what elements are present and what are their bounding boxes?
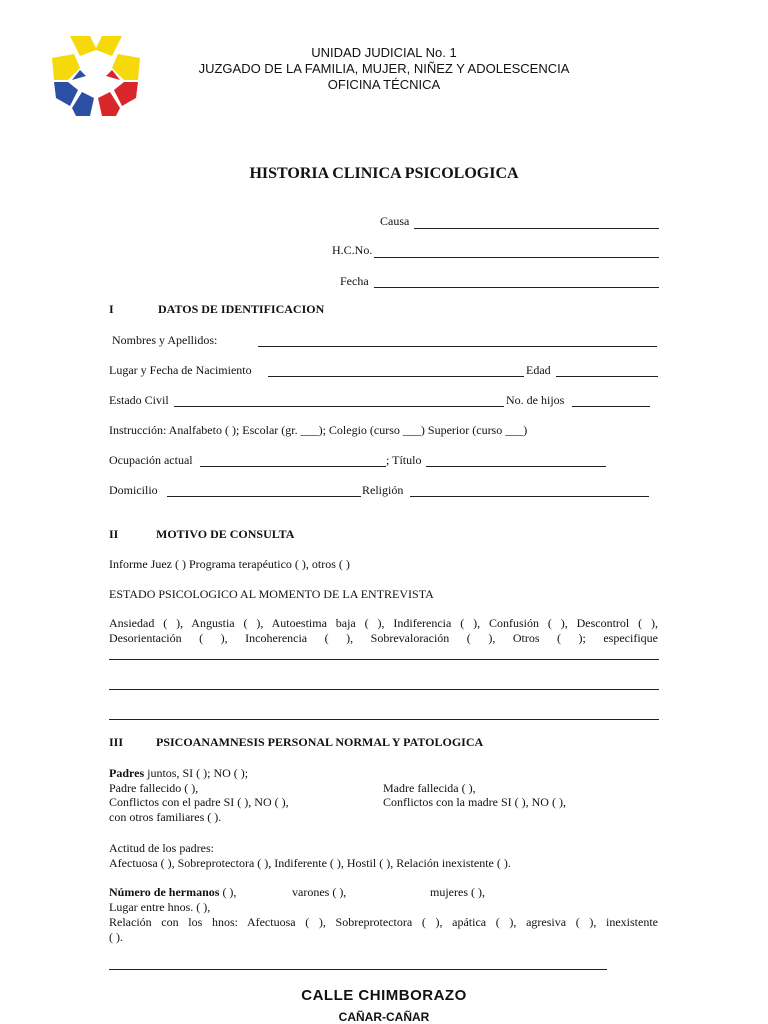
no-hijos-label: No. de hijos bbox=[506, 393, 565, 407]
hc-no-label: H.C.No. bbox=[332, 243, 373, 257]
estado-options-line1: Ansiedad ( ), Angustia ( ), Autoestima baja ( ), Indiferencia ( ), Confusión ( ), Descontrol ( ), bbox=[109, 616, 658, 630]
section1-number: I bbox=[109, 302, 114, 316]
actitud-padres-options: Afectuosa ( ), Sobreprotectora ( ), Indiferente ( ), Hostil ( ), Relación inexistente ( ). bbox=[109, 856, 511, 870]
hermanos-label: Número de hermanos bbox=[109, 885, 220, 899]
especifique-line-1[interactable] bbox=[109, 659, 659, 660]
edad-label: Edad bbox=[526, 363, 551, 377]
ocupacion-label: Ocupación actual bbox=[109, 453, 193, 467]
varones-count: varones ( ), bbox=[292, 885, 347, 899]
especifique-line-3[interactable] bbox=[109, 719, 659, 720]
section2-title: MOTIVO DE CONSULTA bbox=[156, 527, 295, 541]
causa-label: Causa bbox=[380, 214, 410, 228]
lugar-fecha-label: Lugar y Fecha de Nacimiento bbox=[109, 363, 252, 377]
domicilio-label: Domicilio bbox=[109, 483, 158, 497]
nombres-field[interactable] bbox=[258, 346, 657, 347]
document-title: HISTORIA CLINICA PSICOLOGICA bbox=[249, 165, 519, 182]
nombres-label: Nombres y Apellidos: bbox=[112, 333, 218, 347]
titulo-field[interactable] bbox=[426, 466, 606, 467]
section3-title: PSICOANAMNESIS PERSONAL NORMAL Y PATOLOGICA bbox=[156, 735, 484, 749]
footer-street: CALLE CHIMBORAZO bbox=[301, 987, 467, 1004]
ocupacion-field[interactable] bbox=[200, 466, 386, 467]
section1-title: DATOS DE IDENTIFICACION bbox=[158, 302, 325, 316]
header-office: OFICINA TÉCNICA bbox=[327, 77, 441, 92]
relacion-hnos-end: ( ). bbox=[109, 930, 123, 944]
fecha-label: Fecha bbox=[340, 274, 369, 288]
domicilio-field[interactable] bbox=[167, 496, 361, 497]
especifique-line-2[interactable] bbox=[109, 689, 659, 690]
header-court-name: UNIDAD JUDICIAL No. 1 bbox=[311, 45, 457, 60]
estado-civil-label: Estado Civil bbox=[109, 393, 169, 407]
actitud-padres-label: Actitud de los padres: bbox=[109, 841, 214, 855]
section2-number: II bbox=[109, 527, 119, 541]
otros-familiares: con otros familiares ( ). bbox=[109, 810, 222, 824]
footer-divider bbox=[109, 969, 607, 970]
estado-options-line2: Desorientación ( ), Incoherencia ( ), Sobrevaloración ( ), Otros ( ); especifique bbox=[109, 631, 658, 645]
mujeres-count: mujeres ( ), bbox=[430, 885, 485, 899]
conflictos-madre: Conflictos con la madre SI ( ), NO ( ), bbox=[383, 795, 566, 809]
titulo-label: ; Título bbox=[386, 453, 422, 467]
estado-psicologico-heading: ESTADO PSICOLOGICO AL MOMENTO DE LA ENTREVISTA bbox=[109, 587, 434, 601]
no-hijos-field[interactable] bbox=[572, 406, 650, 407]
religion-field[interactable] bbox=[410, 496, 649, 497]
madre-fallecida: Madre fallecida ( ), bbox=[383, 781, 476, 795]
relacion-hnos: Relación con los hnos: Afectuosa ( ), Sobreprotectora ( ), apática ( ), agresiva ( ), inexistente bbox=[109, 915, 658, 929]
lugar-fecha-field[interactable] bbox=[268, 376, 524, 377]
instruccion-line: Instrucción: Analfabeto ( ); Escolar (gr. ___); Colegio (curso ___) Superior (curso ___) bbox=[109, 423, 528, 437]
causa-field[interactable] bbox=[414, 228, 659, 229]
padre-fallecido: Padre fallecido ( ), bbox=[109, 781, 199, 795]
lugar-entre-hnos: Lugar entre hnos. ( ), bbox=[109, 900, 211, 914]
section3-number: III bbox=[109, 735, 124, 749]
motivo-options: Informe Juez ( ) Programa terapéutico ( ), otros ( ) bbox=[109, 557, 350, 571]
edad-field[interactable] bbox=[556, 376, 658, 377]
conflictos-padre: Conflictos con el padre SI ( ), NO ( ), bbox=[109, 795, 289, 809]
estado-civil-field[interactable] bbox=[174, 406, 504, 407]
hermanos-count: ( ), bbox=[219, 885, 237, 899]
fecha-field[interactable] bbox=[374, 287, 659, 288]
padres-label: Padres bbox=[109, 766, 145, 780]
footer-city: CAÑAR-CAÑAR bbox=[338, 1010, 430, 1024]
hc-no-field[interactable] bbox=[374, 257, 659, 258]
religion-label: Religión bbox=[362, 483, 404, 497]
padres-options: juntos, SI ( ); NO ( ); bbox=[144, 766, 249, 780]
header-court-division: JUZGADO DE LA FAMILIA, MUJER, NIÑEZ Y ADOLESCENCIA bbox=[198, 61, 570, 76]
